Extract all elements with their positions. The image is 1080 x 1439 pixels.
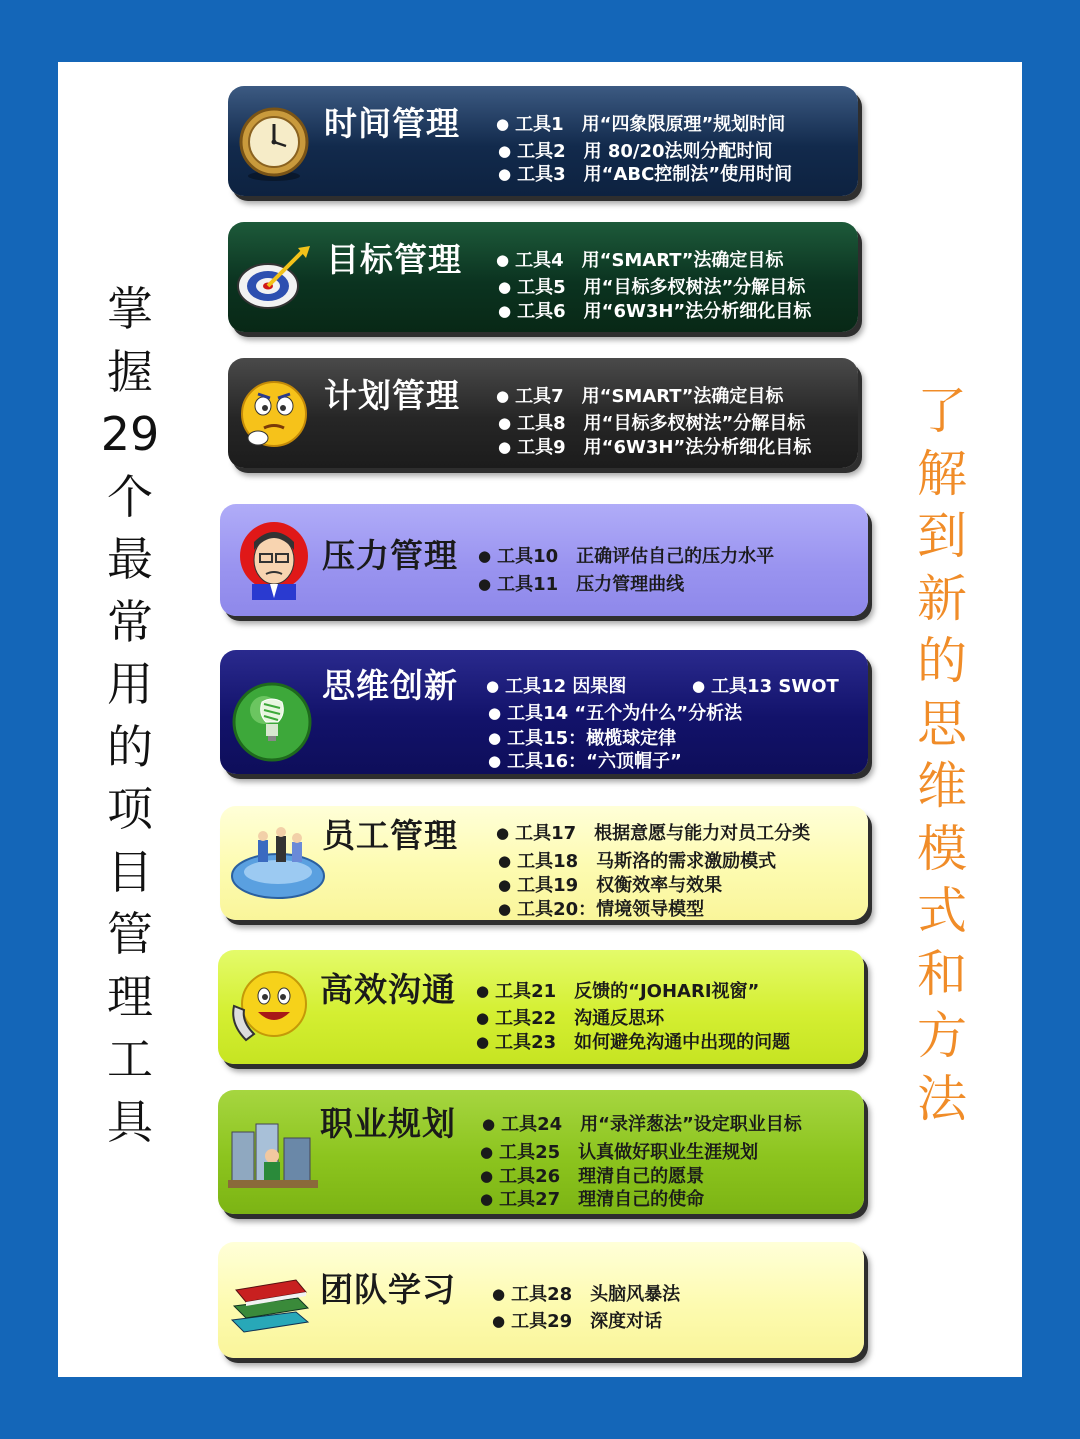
left-vertical-title: 掌 握 29 个 最 常 用 的 项 目 管 理 工 具 bbox=[100, 282, 160, 1149]
tool-item: ● 工具14 “五个为什么”分析法 bbox=[488, 699, 742, 725]
tool-item: ● 工具4 用“SMART”法确定目标 bbox=[496, 246, 783, 272]
tool-item: ● 工具2 用 80/20法则分配时间 bbox=[498, 137, 773, 163]
card-title: 时间管理 bbox=[324, 104, 460, 143]
card-title: 思维创新 bbox=[322, 666, 458, 705]
tool-item: ● 工具20：情境领导模型 bbox=[498, 895, 704, 921]
tool-item: ● 工具3 用“ABC控制法”使用时间 bbox=[498, 160, 792, 186]
card-title: 团队学习 bbox=[320, 1270, 456, 1309]
tool-item: ● 工具8 用“目标多杈树法”分解目标 bbox=[498, 409, 805, 435]
card-team-learning bbox=[218, 1242, 864, 1358]
card-title: 计划管理 bbox=[324, 376, 460, 415]
tool-item: ● 工具11 压力管理曲线 bbox=[478, 570, 684, 596]
card-title: 职业规划 bbox=[320, 1104, 456, 1143]
clock-icon bbox=[236, 102, 312, 182]
tool-item: ● 工具28 头脑风暴法 bbox=[492, 1280, 680, 1306]
tool-item: ● 工具10 正确评估自己的压力水平 bbox=[478, 542, 774, 568]
tool-item: ● 工具17 根据意愿与能力对员工分类 bbox=[496, 819, 810, 845]
tool-item: ● 工具5 用“目标多杈树法”分解目标 bbox=[498, 273, 805, 299]
card-plan-management bbox=[228, 358, 858, 468]
card-stress-management bbox=[220, 504, 868, 616]
smiley-thinking-icon bbox=[236, 376, 312, 452]
card-goal-management bbox=[228, 222, 858, 332]
team-hand-icon bbox=[228, 826, 328, 902]
tool-item: ● 工具15：橄榄球定律 bbox=[488, 724, 676, 750]
right-vertical-title: 了 解 到 新 的 思 维 模 式 和 方 法 bbox=[917, 382, 967, 1128]
target-icon bbox=[234, 244, 314, 314]
tool-item: ● 工具23 如何避免沟通中出现的问题 bbox=[476, 1028, 790, 1054]
tool-item: ● 工具22 沟通反思环 bbox=[476, 1004, 664, 1030]
card-effective-communication bbox=[218, 950, 864, 1064]
card-title: 压力管理 bbox=[322, 536, 458, 575]
tool-item: ● 工具27 理清自己的使命 bbox=[480, 1185, 704, 1211]
office-worker-icon bbox=[226, 1118, 320, 1192]
tool-item: ● 工具29 深度对话 bbox=[492, 1307, 662, 1333]
books-icon bbox=[226, 1264, 312, 1338]
lightbulb-icon bbox=[230, 680, 314, 764]
smiley-phone-icon bbox=[228, 966, 310, 1048]
tool-item: ● 工具26 理清自己的愿景 bbox=[480, 1162, 704, 1188]
tool-item: ● 工具24 用“录洋葱法”设定职业目标 bbox=[482, 1110, 802, 1136]
card-time-management bbox=[228, 86, 858, 196]
tool-item: ● 工具7 用“SMART”法确定目标 bbox=[496, 382, 783, 408]
tool-item: ● 工具18 马斯洛的需求激励模式 bbox=[498, 847, 776, 873]
tool-item: ● 工具13 SWOT bbox=[692, 672, 839, 698]
tool-item: ● 工具6 用“6W3H”法分析细化目标 bbox=[498, 297, 811, 323]
card-title: 员工管理 bbox=[322, 816, 458, 855]
card-employee-management bbox=[220, 806, 868, 920]
stressed-man-icon bbox=[236, 520, 312, 600]
card-title: 高效沟通 bbox=[320, 970, 456, 1009]
tool-item: ● 工具21 反馈的“JOHARI视窗” bbox=[476, 977, 759, 1003]
tool-item: ● 工具25 认真做好职业生涯规划 bbox=[480, 1138, 758, 1164]
tool-item: ● 工具1 用“四象限原理”规划时间 bbox=[496, 110, 785, 136]
card-title: 目标管理 bbox=[326, 240, 462, 279]
tool-item: ● 工具12 因果图 bbox=[486, 672, 626, 698]
card-thinking-innovation bbox=[220, 650, 868, 774]
tool-item: ● 工具19 权衡效率与效果 bbox=[498, 871, 722, 897]
tool-item: ● 工具9 用“6W3H”法分析细化目标 bbox=[498, 433, 811, 459]
card-career-planning bbox=[218, 1090, 864, 1214]
tool-item: ● 工具16：“六顶帽子” bbox=[488, 747, 682, 773]
